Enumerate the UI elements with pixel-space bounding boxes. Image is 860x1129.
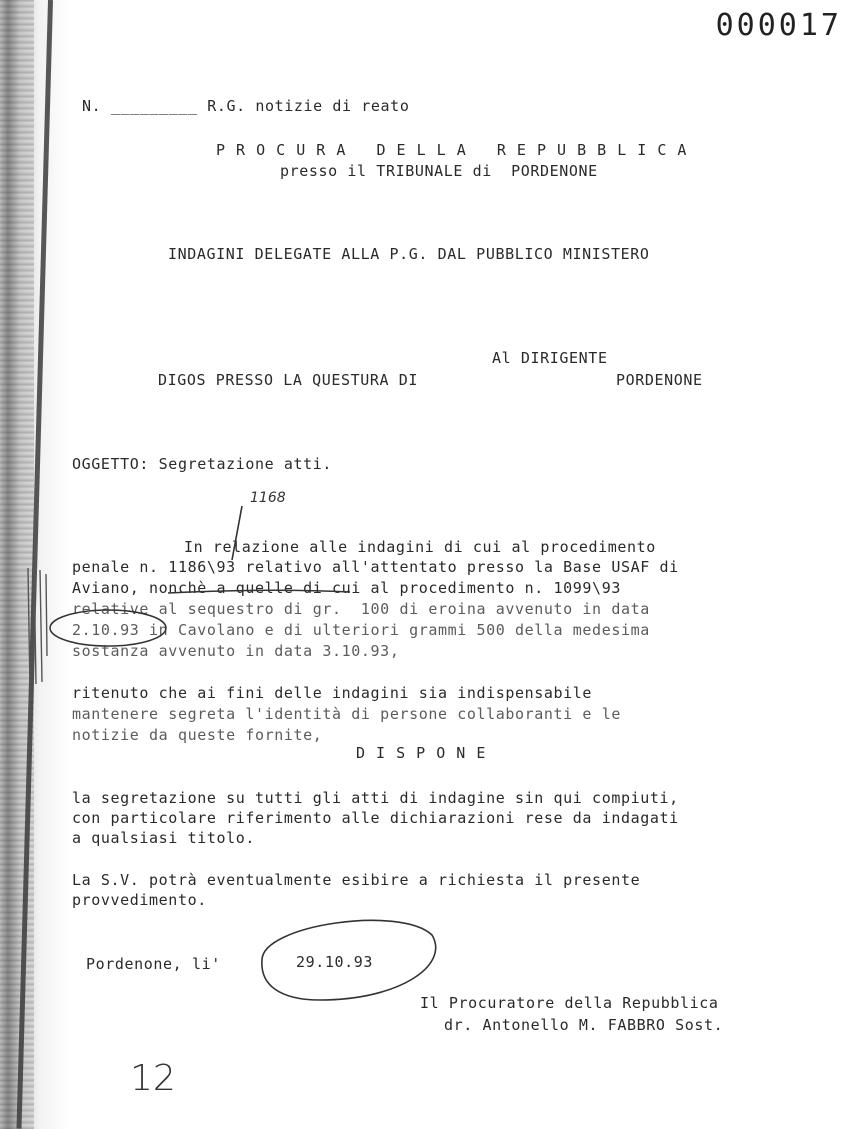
page-stamp-number: 000017 (715, 8, 842, 43)
rg-notizie-line: N. _________ R.G. notizie di reato (82, 97, 410, 115)
body-line: relative al sequestro di gr. 100 di eroina avvenuto in data (72, 600, 650, 618)
body-line: 2.10.93 in Cavolano e di ulteriori grammi 500 della medesima (72, 621, 650, 639)
recipient-line1: Al DIRIGENTE (492, 349, 608, 367)
sv-line: provvedimento. (72, 891, 207, 909)
scan-edge-shadow (0, 0, 34, 1129)
place-label: Pordenone, li' (86, 955, 221, 973)
procura-heading: P R O C U R A D E L L A R E P U B B L I C A (216, 141, 688, 159)
recipient-line2-left: DIGOS PRESSO LA QUESTURA DI (158, 371, 419, 389)
recipient-line2-right: PORDENONE (616, 371, 703, 389)
subject-line: OGGETTO: Segretazione atti. (72, 455, 333, 473)
body-line: sostanza avvenuto in data 3.10.93, (72, 642, 400, 660)
document-date: 29.10.93 (296, 953, 374, 971)
ritenuto-line: ritenuto che ai fini delle indagini sia indispensabile (72, 684, 593, 702)
handwritten-page-mark: 12 (130, 1058, 176, 1099)
segretazione-line: a qualsiasi titolo. (72, 829, 255, 847)
body-line: In relazione alle indagini di cui al procedimento (184, 538, 656, 556)
segretazione-line: la segretazione su tutti gli atti di indagine sin qui compiuti, (72, 789, 679, 807)
signature-title: Il Procuratore della Repubblica (420, 994, 719, 1012)
ritenuto-line: notizie da queste fornite, (72, 726, 323, 744)
signature-name: dr. Antonello M. FABBRO Sost. (444, 1016, 724, 1034)
sv-line: La S.V. potrà eventualmente esibire a richiesta il presente (72, 871, 641, 889)
tribunale-line: presso il TRIBUNALE di PORDENONE (280, 162, 598, 180)
ritenuto-line: mantenere segreta l'identità di persone collaboranti e le (72, 705, 621, 723)
segretazione-line: con particolare riferimento alle dichiarazioni rese da indagati (72, 809, 679, 827)
dispone-heading: D I S P O N E (356, 744, 487, 762)
body-line: penale n. 1186\93 relativo all'attentato presso la Base USAF di (72, 558, 679, 576)
body-line: Aviano, nonchè a quelle di cui al procedimento n. 1099\93 (72, 579, 621, 597)
handwritten-number-note: 1168 (250, 490, 286, 506)
document-title: INDAGINI DELEGATE ALLA P.G. DAL PUBBLICO MINISTERO (168, 245, 650, 263)
